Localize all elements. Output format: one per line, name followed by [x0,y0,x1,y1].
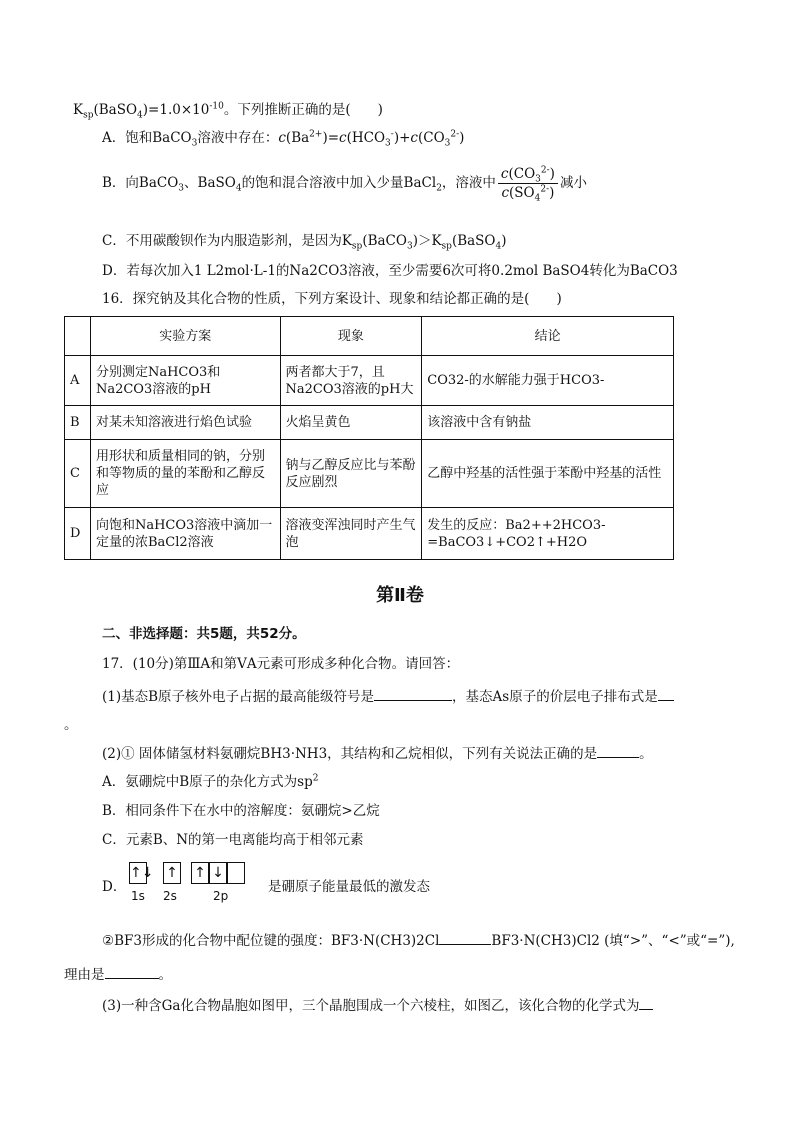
table-row [65,356,674,406]
row-phenomenon: 溶液变浑浊同时产生气泡 [280,508,422,560]
section-title: 第Ⅱ卷 [376,585,424,606]
q15-option-c: C．不用碳酸钡作为内服造影剂，是因为$K_{sp}(BaCO_3)>K_{sp}(BaSO_4)$ [102,233,507,252]
orbital-box: ↑ [163,862,181,884]
row-conclusion: CO32-的水解能力强于HCO3- [422,356,674,406]
row-plan: 向饱和NaHCO3溶液中滴加一定量的浓BaCl2溶液 [90,508,280,560]
table-header: 实验方案 [90,317,280,356]
row-phenomenon: 钠与乙醇反应比与苯酚反应剧烈 [280,440,422,508]
answer-blank[interactable] [639,1009,653,1010]
q17-part3: (3)一种含Ga化合物晶胞如图甲，三个晶胞围成一个六棱柱，如图乙，该化合物的化学式为 [102,997,653,1015]
answer-blank[interactable] [597,757,639,758]
q17-option-b: B．相同条件下在水中的溶解度：氨硼烷>乙烷 [102,803,380,819]
q17-part2-2-reason: 理由是 。 [64,967,172,983]
q16-stem: 16．探究钠及其化合物的性质，下列方案设计、现象和结论都正确的是( ) [102,291,562,307]
answer-blank[interactable] [439,944,491,945]
orbital-label: 2s [163,889,177,903]
row-plan: 对某未知溶液进行焰色试验 [90,406,280,440]
q15-stem-tail: $K_{sp}(BaSO_4)=1.0\times 10^{-10}$。下列推断正确的是( ) [73,101,383,121]
q17-part2-2: ②BF3形成的化合物中配位键的强度：BF3·N(CH3)2Cl BF3·N(CH3)Cl2 (填“>”、“<”或“=”), [102,933,735,949]
table-header-row [65,317,674,356]
row-conclusion: 乙醇中羟基的活性强于苯酚中羟基的活性 [422,440,674,508]
row-label: B [65,406,91,440]
q17-option-d-text: 是硼原子能量最低的激发态 [268,879,430,895]
answer-blank[interactable] [105,978,159,979]
table-row [65,440,674,508]
section-heading: 二、非选择题：共5题，共52分。 [102,626,306,642]
row-phenomenon: 两者都大于7，且Na2CO3溶液的pH大 [280,356,422,406]
answer-blank[interactable] [374,700,452,701]
orbital-diagram [125,862,270,906]
row-label: D [65,508,91,560]
orbital-label: 1s [131,889,145,903]
experiment-table [64,316,674,560]
table-header: 现象 [280,317,422,356]
q17-part1: (1)基态B原子核外电子占据的最高能级符号是 ，基态As原子的价层电子排布式是 [102,688,674,706]
row-plan: 分别测定NaHCO3和Na2CO3溶液的pH [90,356,280,406]
q17-option-c: C．元素B、N的第一电离能均高于相邻元素 [102,832,364,848]
row-conclusion: 该溶液中含有钠盐 [422,406,674,440]
row-label: A [65,356,91,406]
q17-part1-end: 。 [64,717,78,733]
table-header: 结论 [422,317,674,356]
row-phenomenon: 火焰呈黄色 [280,406,422,440]
orbital-label: 2p [213,889,229,903]
table-row [65,406,674,440]
q15-option-b: B．向BaCO$_3$、BaSO$_4$的饱和混合溶液中加入少量BaCl$_2$，溶液中 $\frac{c(CO_3^{2-})}{c(SO_4^{2-})}$ 减小 [102,165,587,204]
orbital-box: ↑↓ [129,862,147,884]
q17-option-a: A．氨硼烷中B原子的杂化方式为$sp^2$ [102,773,319,790]
q15-option-a: A．饱和BaCO$_3$溶液中存在：$c(Ba^{2+})=c(HCO_3^-)+c(CO_3^{2-})$ [102,129,465,149]
orbital-box: ↓ [209,862,227,884]
row-plan: 用形状和质量相同的钠，分别和等物质的量的苯酚和乙醇反应 [90,440,280,508]
table-row [65,508,674,560]
orbital-box: ↑ [191,862,209,884]
row-conclusion: 发生的反应：Ba2++2HCO3-=BaCO3↓+CO2↑+H2O [422,508,674,560]
q17-option-d-label: D． [102,879,127,895]
orbital-box [227,862,245,884]
ratio-fraction: $\frac{c(CO_3^{2-})}{c(SO_4^{2-})}$ [498,166,558,201]
row-label: C [65,440,91,508]
q17-part2: (2)① 固体储氢材料氨硼烷BH3·NH3，其结构和乙烷相似，下列有关说法正确的是 。 [102,746,653,762]
q15-option-d: D．若每次加入1 L2mol·L-1的Na2CO3溶液，至少需要6次可将0.2mol BaSO4转化为BaCO3 [102,263,678,279]
table-header [65,317,91,356]
q17-stem: 17．(10分)第ⅢA和第ⅤA元素可形成多种化合物。请回答： [102,656,460,672]
answer-blank[interactable] [658,700,674,701]
